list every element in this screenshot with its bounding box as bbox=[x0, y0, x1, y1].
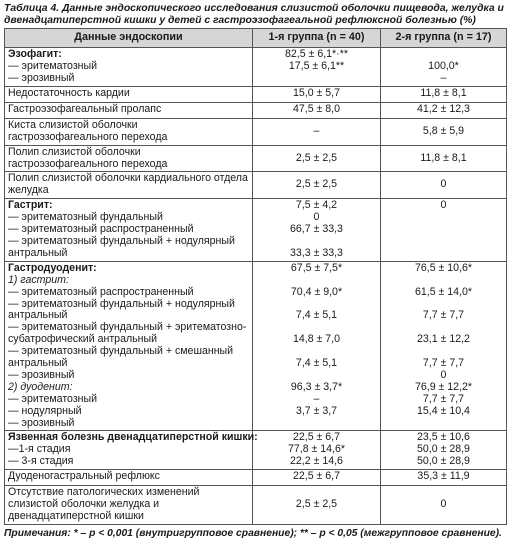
cell-value: 15,4 ± 10,4 bbox=[417, 404, 470, 417]
group1-cell: 2,5 ± 2,5 bbox=[253, 145, 381, 172]
cell-value: 66,7 ± 33,3 bbox=[290, 223, 343, 236]
cell-value: 76,9 ± 12,2* bbox=[414, 380, 473, 393]
row-subheading: 1) гастрит: bbox=[8, 273, 69, 286]
table-row bbox=[5, 431, 507, 470]
cell-value: 82,5 ± 6,1*·** bbox=[285, 48, 348, 61]
cell-value: 23,5 ± 10,6 bbox=[417, 431, 470, 444]
group1-cell bbox=[253, 199, 381, 262]
cell-value: 7,7 ± 7,7 bbox=[422, 392, 465, 405]
table-header-row bbox=[5, 29, 507, 48]
group1-cell: 22,5 ± 6,7 bbox=[253, 470, 381, 486]
table-row bbox=[5, 199, 507, 262]
row-label bbox=[5, 261, 253, 431]
cell-value: 3,7 ± 3,7 bbox=[295, 404, 338, 417]
table-row bbox=[5, 118, 507, 145]
row-subitem: — эритематозный распространенный bbox=[8, 285, 194, 298]
group2-cell: 5,8 ± 5,9 bbox=[381, 118, 507, 145]
group2-cell: 0 bbox=[381, 172, 507, 199]
group1-cell bbox=[253, 48, 381, 87]
row-label: Гастроэзофагеальный пролапс bbox=[5, 102, 253, 118]
group2-cell: 0 bbox=[381, 486, 507, 525]
cell-value: 0 bbox=[440, 199, 447, 212]
cell-value: 22,2 ± 14,6 bbox=[290, 455, 343, 468]
group2-cell: 35,3 ± 11,9 bbox=[381, 470, 507, 486]
cell-value bbox=[384, 275, 503, 287]
table-row bbox=[5, 486, 507, 525]
group2-cell: 11,8 ± 8,1 bbox=[381, 145, 507, 172]
cell-value: 7,7 ± 7,7 bbox=[422, 309, 465, 322]
row-subitem: — эритематозный bbox=[8, 60, 98, 72]
row-heading: Язвенная болезнь двенадцатиперстной кишки: bbox=[8, 431, 258, 444]
row-heading: Гастрит: bbox=[8, 199, 53, 212]
cell-value: 0 bbox=[313, 211, 320, 224]
row-subitem: — эрозивный bbox=[8, 368, 75, 381]
group2-cell bbox=[381, 431, 507, 470]
cell-value: – bbox=[440, 71, 447, 84]
cell-value: 7,4 ± 5,1 bbox=[295, 309, 338, 322]
cell-value: 17,5 ± 6,1** bbox=[288, 60, 345, 72]
group2-cell bbox=[381, 48, 507, 87]
group2-cell: 11,8 ± 8,1 bbox=[381, 86, 507, 102]
cell-value: 0 bbox=[440, 368, 447, 381]
row-label bbox=[5, 48, 253, 87]
row-heading: Гастродуоденит: bbox=[8, 261, 97, 274]
row-subitem: — эритематозный bbox=[8, 392, 98, 405]
cell-value: 76,5 ± 10,6* bbox=[414, 261, 473, 274]
row-label bbox=[5, 199, 253, 262]
row-label: Киста слизистой оболочки гастроэзофагеального перехода bbox=[5, 118, 253, 145]
table-row bbox=[5, 261, 507, 431]
cell-value: 67,5 ± 7,5* bbox=[290, 261, 343, 274]
row-heading: Эзофагит: bbox=[8, 48, 62, 61]
group1-cell: – bbox=[253, 118, 381, 145]
cell-value: 77,8 ± 14,6* bbox=[287, 443, 346, 456]
table-row bbox=[5, 172, 507, 199]
table-row bbox=[5, 102, 507, 118]
row-subitem: — эритематозный распространенный bbox=[8, 223, 194, 236]
cell-value: 50,0 ± 28,9 bbox=[417, 455, 470, 468]
row-subheading: 2) дуоденит: bbox=[8, 380, 73, 393]
row-subitem: — эрозивный bbox=[8, 71, 75, 84]
cell-value: 50,0 ± 28,9 bbox=[417, 443, 470, 456]
row-subitem: — эрозивный bbox=[8, 416, 75, 429]
row-subitem: — эритематозный фундальный bbox=[8, 211, 163, 224]
table-row bbox=[5, 145, 507, 172]
group1-cell: 2,5 ± 2,5 bbox=[253, 486, 381, 525]
row-subitem: — нодулярный bbox=[8, 404, 82, 417]
group1-cell: 15,0 ± 5,7 bbox=[253, 86, 381, 102]
group1-cell: 2,5 ± 2,5 bbox=[253, 172, 381, 199]
row-subitem: — эритематозный фундальный + эритематозно-субатрофический антральный bbox=[8, 321, 247, 346]
cell-value: 22,5 ± 6,7 bbox=[292, 431, 341, 444]
group1-cell bbox=[253, 261, 381, 431]
table-row bbox=[5, 470, 507, 486]
cell-value: 7,4 ± 5,1 bbox=[295, 357, 338, 370]
row-subitem: — эритематозный фундальный + нодулярный антральный bbox=[8, 234, 235, 259]
cell-value: 70,4 ± 9,0* bbox=[290, 285, 343, 298]
cell-value: 33,3 ± 33,3 bbox=[290, 246, 343, 259]
cell-value: 14,8 ± 7,0 bbox=[292, 333, 341, 346]
cell-value bbox=[256, 275, 377, 287]
row-label bbox=[5, 431, 258, 470]
table-row bbox=[5, 48, 507, 87]
table-footnote: Примечания: * – p < 0,001 (внутригрупповое сравнение); ** – p < 0,05 (межгрупповое сравнение). bbox=[4, 527, 502, 539]
group2-cell: 41,2 ± 12,3 bbox=[381, 102, 507, 118]
header-group2: 2-я группа (n = 17) bbox=[381, 29, 507, 48]
row-subitem: — эритематозный фундальный + смешанный антральный bbox=[8, 345, 234, 370]
row-subitem: —1-я стадия bbox=[8, 443, 71, 456]
group2-cell bbox=[381, 261, 507, 431]
table-row bbox=[5, 86, 507, 102]
row-label: Дуоденогастральный рефлюкс bbox=[5, 470, 253, 486]
group2-cell bbox=[381, 199, 507, 262]
cell-value: 61,5 ± 14,0* bbox=[414, 285, 473, 298]
cell-value: 96,3 ± 3,7* bbox=[290, 380, 343, 393]
header-group1: 1-я группа (n = 40) bbox=[253, 29, 381, 48]
cell-value: 7,5 ± 4,2 bbox=[295, 199, 338, 212]
row-label: Недостаточность кардии bbox=[5, 86, 253, 102]
row-label: Полип слизистой оболочки кардиального отдела желудка bbox=[5, 172, 253, 199]
table-caption: Таблица 4. Данные эндоскопического исследования слизистой оболочки пищевода, желудка и двенадцатиперстной кишки у детей с гастроэзофагеальной рефлюксной болезнью (%) bbox=[4, 3, 504, 26]
row-label: Полип слизистой оболочки гастроэзофагеального перехода bbox=[5, 145, 253, 172]
group1-cell bbox=[253, 431, 381, 470]
row-label: Отсутствие патологических изменений слизистой оболочки желудка и двенадцатиперстной кишки bbox=[5, 486, 253, 525]
cell-value: 7,7 ± 7,7 bbox=[422, 357, 465, 370]
group1-cell: 47,5 ± 8,0 bbox=[253, 102, 381, 118]
endoscopy-table bbox=[4, 28, 507, 525]
cell-value: 23,1 ± 12,2 bbox=[417, 333, 470, 346]
cell-value: – bbox=[313, 392, 320, 405]
cell-value: 100,0* bbox=[428, 60, 459, 72]
row-subitem: — эритематозный фундальный + нодулярный антральный bbox=[8, 297, 235, 322]
row-subitem: — 3-я стадия bbox=[8, 455, 74, 468]
header-data: Данные эндоскопии bbox=[5, 29, 253, 48]
